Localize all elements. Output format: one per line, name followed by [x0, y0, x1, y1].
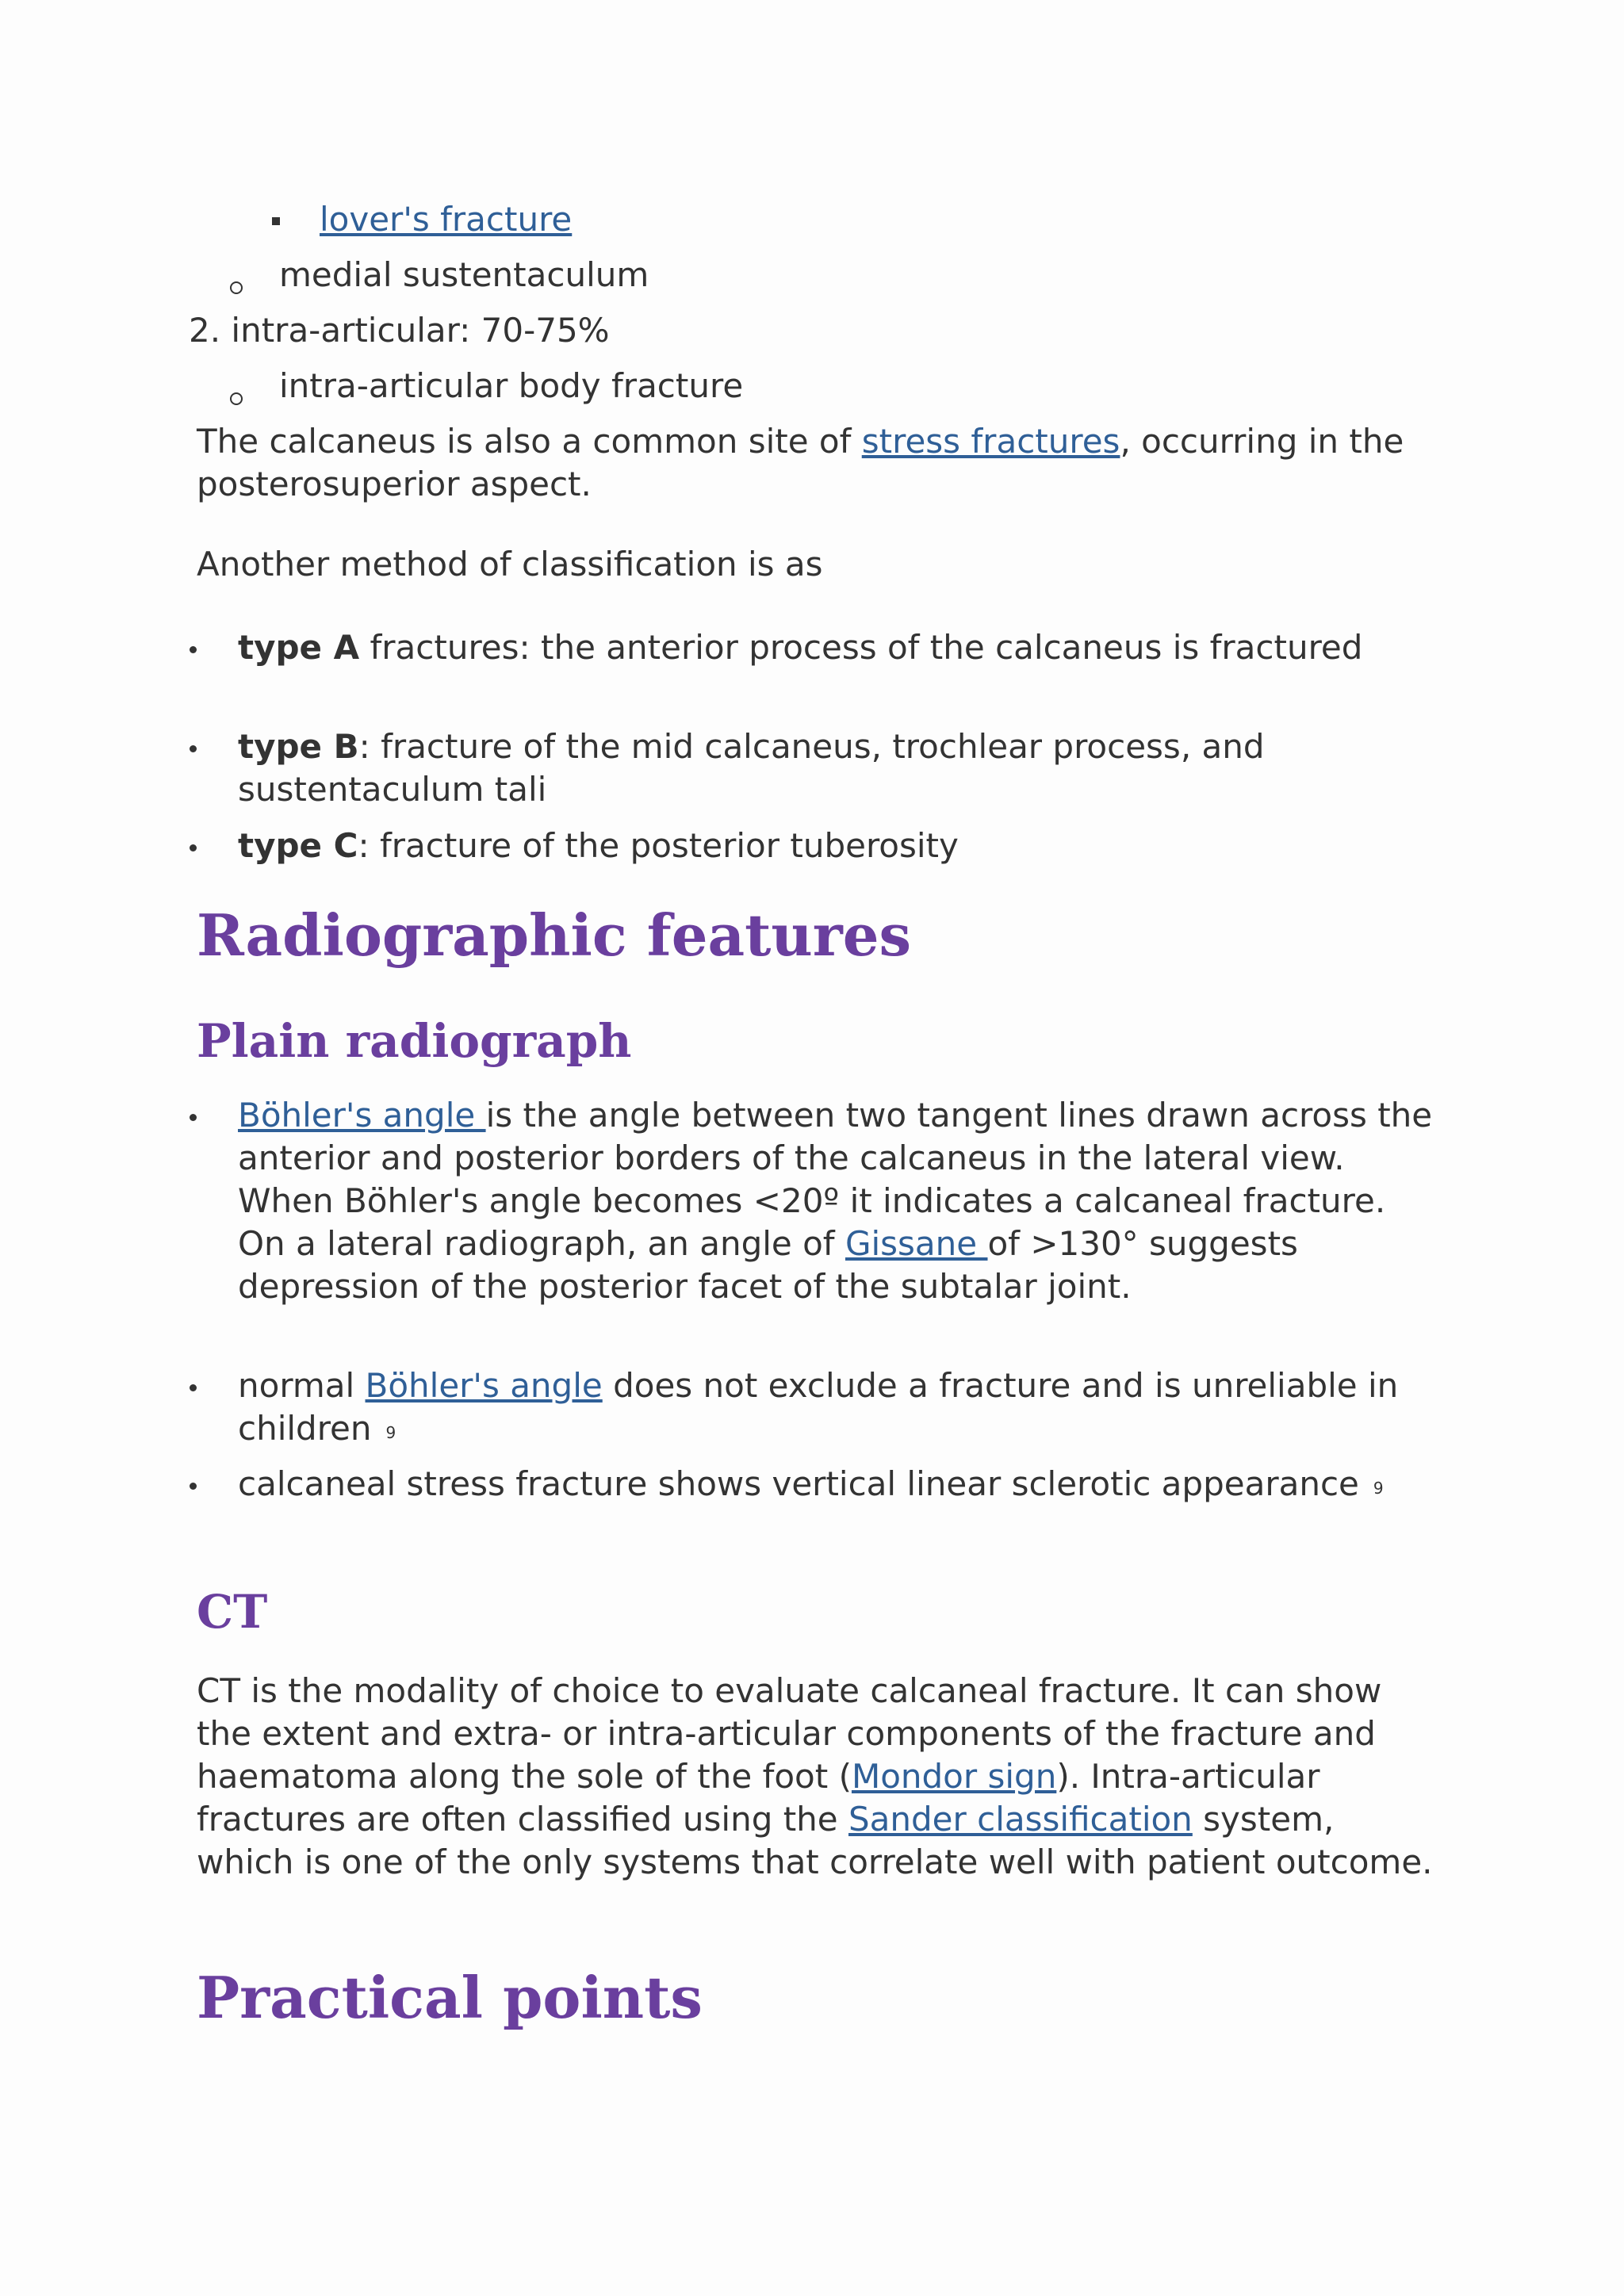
lovers-fracture-link[interactable]: lover's fracture: [320, 200, 573, 239]
type-b-label: type B: [238, 727, 359, 766]
bullet-icon: [190, 1384, 197, 1391]
type-c-text: : fracture of the posterior tuberosity: [358, 826, 959, 865]
bullet-icon: [190, 745, 197, 752]
medial-sustentaculum-item: medial sustentaculum: [279, 255, 649, 294]
type-b-item: [238, 725, 1443, 811]
reference-9[interactable]: 9: [1373, 1479, 1384, 1498]
ct-heading: CT: [197, 1585, 268, 1639]
circle-bullet-icon: [230, 281, 243, 294]
plain-radiograph-heading: Plain radiograph: [197, 1014, 632, 1068]
bullet-icon: [190, 1483, 197, 1490]
radiographic-features-heading: Radiographic features: [197, 901, 912, 969]
bohler-angle-link-2[interactable]: Böhler's angle: [365, 1366, 603, 1405]
ct-paragraph: [197, 1670, 1434, 1884]
normal-bohler-item: [238, 1364, 1443, 1454]
stress-fracture-item: [238, 1463, 1443, 1510]
stress-para-text-end: , occurring in the posterosuperior aspect.: [197, 422, 1404, 503]
type-a-item: [238, 626, 1443, 669]
stress-fracture-text: calcaneal stress fracture shows vertical linear sclerotic appearance: [238, 1464, 1359, 1503]
stress-fractures-link[interactable]: stress fractures: [861, 422, 1120, 461]
circle-bullet-icon: [230, 392, 243, 405]
bohler-angle-item: [238, 1094, 1443, 1308]
bohler-angle-text: is the angle between two tangent lines drawn across the anterior and posterior borders of the calcaneus in the lateral view. When Böhler's angle becomes <20º it indicates a calcaneal fracture. On a lateral radiograph, an angle of: [238, 1096, 1433, 1263]
gissane-link[interactable]: Gissane: [845, 1224, 988, 1263]
type-c-label: type C: [238, 826, 358, 865]
stress-para-text: The calcaneus is also a common site of: [197, 422, 862, 461]
practical-points-heading: Practical points: [197, 1964, 703, 2031]
square-bullet-icon: [272, 217, 280, 225]
ct-text-1: CT is the modality of choice to evaluate calcaneal fracture. It can show the extent and extra- or intra-articular components of the fracture and haematoma along the sole of the foot (: [197, 1671, 1382, 1796]
bullet-icon: [190, 646, 197, 653]
type-a-text: fractures: the anterior process of the calcaneus is fractured: [359, 628, 1363, 667]
classification-intro: Another method of classification is as: [197, 545, 823, 584]
bohler-angle-link[interactable]: Böhler's angle: [238, 1096, 486, 1135]
mondor-sign-link[interactable]: Mondor sign: [851, 1757, 1057, 1796]
bullet-icon: [190, 1114, 197, 1121]
normal-bohler-text: does not exclude a fracture and is unreliable in children: [238, 1366, 1399, 1448]
normal-text: normal: [238, 1366, 366, 1405]
ct-text-3: system, which is one of the only systems that correlate well with patient outcome.: [197, 1800, 1433, 1881]
bullet-icon: [190, 844, 197, 851]
intra-articular-body-item: intra-articular body fracture: [279, 366, 744, 405]
stress-fracture-paragraph: [197, 420, 1434, 506]
type-c-item: [238, 825, 1443, 867]
type-b-text: : fracture of the mid calcaneus, trochlear process, and sustentaculum tali: [238, 727, 1265, 809]
reference-9[interactable]: 9: [385, 1423, 396, 1442]
gissane-text: of >130° suggests depression of the posterior facet of the subtalar joint.: [238, 1224, 1298, 1306]
type-a-label: type A: [238, 628, 360, 667]
sander-classification-link[interactable]: Sander classification: [848, 1800, 1193, 1839]
intra-articular-item: 2. intra-articular: 70-75%: [189, 311, 610, 350]
ct-text-2: ). Intra-articular fractures are often classified using the: [197, 1757, 1320, 1839]
